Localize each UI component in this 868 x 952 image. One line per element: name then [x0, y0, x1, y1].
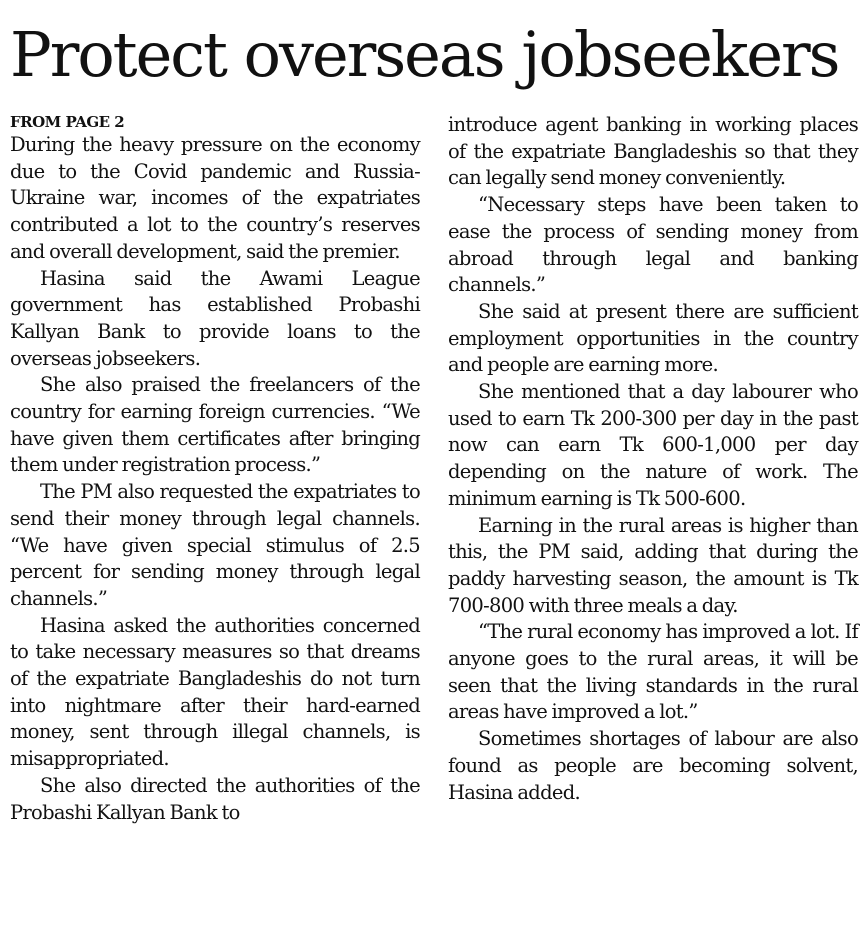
paragraph: Hasina asked the authorities concerned to take necessary measures so that dreams of the expatriate Bangladeshis do not turn into nightmare after their hard-earned money, sent through illegal channels, is misappropriated. — [10, 613, 420, 771]
paragraph: “The rural economy has improved a lot. If anyone goes to the rural areas, it will be seen that the living standards in the rural areas have improved a lot.” — [448, 620, 858, 724]
paragraph: She also praised the freelancers of the country for earning foreign currencies. “We have given them certificates after bringing them under registration process.” — [10, 373, 420, 477]
article-column-left — [10, 112, 420, 826]
article-column-right — [448, 112, 858, 806]
paragraph: Hasina said the Awami League government has established Probashi Kallyan Bank to provide loans to the overseas jobseekers. — [10, 266, 420, 370]
paragraph: The PM also requested the expatriates to send their money through legal channels. “We have given special stimulus of 2.5 percent for sending money through legal channels.” — [10, 480, 420, 610]
paragraph: She said at present there are sufficient employment opportunities in the country and people are earning more. — [448, 299, 858, 377]
paragraph: She mentioned that a day labourer who used to earn Tk 200-300 per day in the past now can earn Tk 600-1,000 per day depending on the nature of work. The minimum earning is Tk 500-600. — [448, 380, 858, 510]
paragraph: Earning in the rural areas is higher than this, the PM said, adding that during the paddy harvesting season, the amount is Tk 700-800 with three meals a day. — [448, 513, 858, 617]
paragraph: During the heavy pressure on the economy due to the Covid pandemic and Russia-Ukraine war, incomes of the expatriates contributed a lot to the country’s reserves and overall development, said the premier. — [10, 133, 420, 263]
paragraph: She also directed the authorities of the Probashi Kallyan Bank to — [10, 773, 420, 824]
paragraph: “Necessary steps have been taken to ease the process of sending money from abroad through legal and banking channels.” — [448, 193, 858, 297]
headline: Protect overseas jobseekers — [10, 18, 839, 91]
paragraph: introduce agent banking in working places of the expatriate Bangladeshis so that they can legally send money conveniently. — [448, 113, 858, 190]
from-page-kicker: FROM PAGE 2 — [10, 113, 125, 131]
paragraph: Sometimes shortages of labour are also found as people are becoming solvent, Hasina added. — [448, 727, 858, 804]
